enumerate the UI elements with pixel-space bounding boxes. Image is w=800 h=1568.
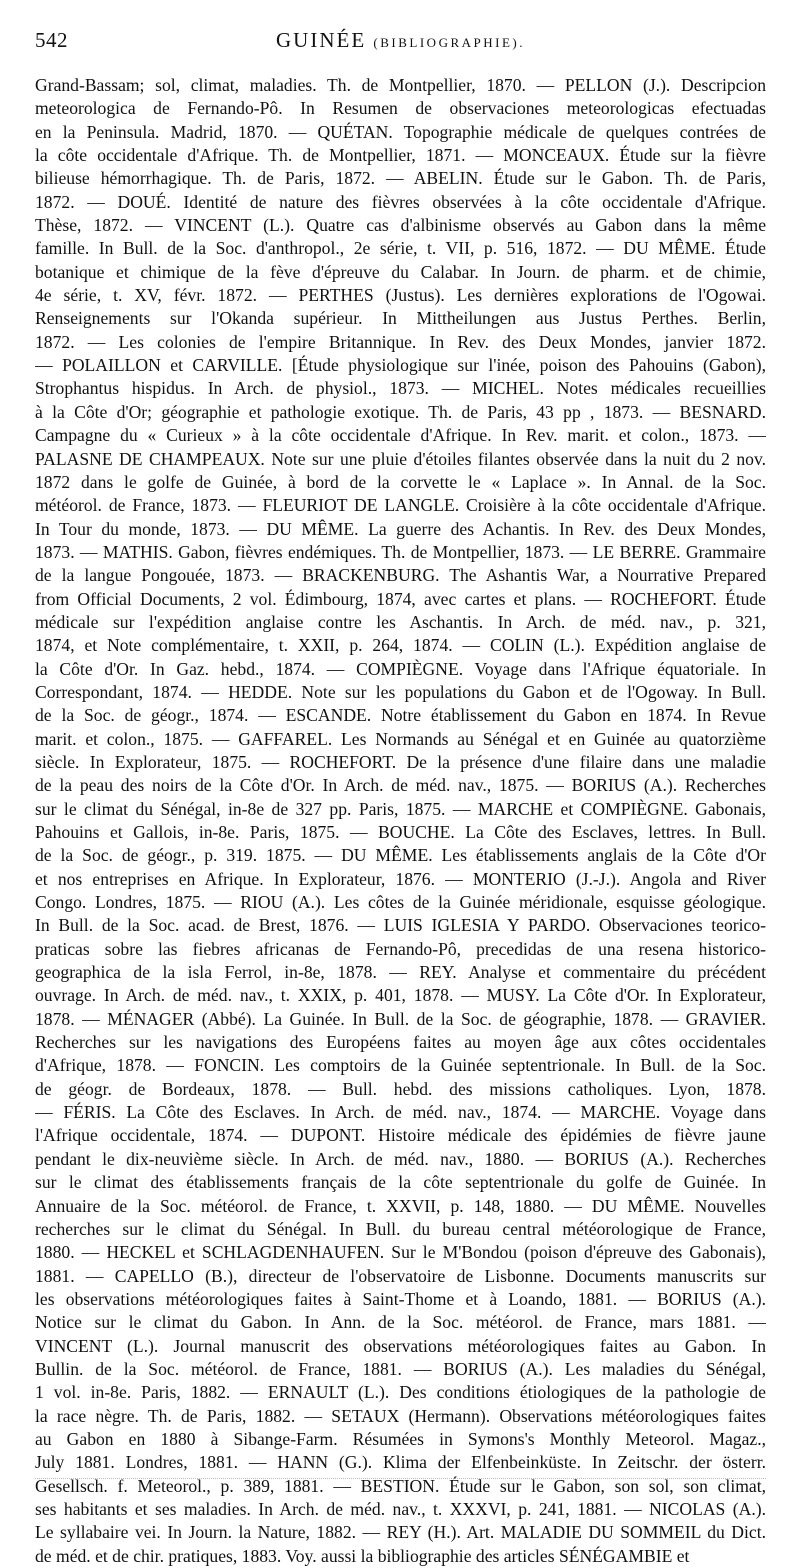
text-line: Congo. Londres, 1875. — RIOU (A.). Les côtes de la Guinée méridionale, esquisse géologique. [35,892,766,913]
text-line: Notice sur le climat du Gabon. In Ann. de la Soc. météorol. de France, mars 1881. — [35,1312,766,1333]
page-number: 542 [35,28,68,52]
text-line: Thèse, 1872. — VINCENT (L.). Quatre cas d'albinisme observés au Gabon dans la même [35,215,766,236]
text-line: Renseignements sur l'Okanda supérieur. In Mittheilungen aus Justus Perthes. Berlin, [35,308,766,329]
text-line: — FÉRIS. La Côte des Esclaves. In Arch. de méd. nav., 1874. — MARCHE. Voyage dans [35,1102,766,1123]
text-line: 1874, et Note complémentaire, t. XXII, p. 264, 1874. — COLIN (L.). Expédition anglaise de [35,635,766,656]
text-line: l'Afrique occidentale, 1874. — DUPONT. Histoire médicale des épidémies de fièvre jaune [35,1125,766,1146]
bibliography-text [35,74,766,1568]
text-line: 1872. — Les colonies de l'empire Britannique. In Rev. des Deux Mondes, janvier 1872. [35,331,766,352]
text-line: 1872. — DOUÉ. Identité de nature des fièvres observées à la côte occidentale d'Afrique. [35,191,766,212]
text-line: pendant le dix-neuvième siècle. In Arch. de méd. nav., 1880. — BORIUS (A.). Recherches [35,1148,766,1169]
text-line: de méd. et de chir. pratiques, 1883. Voy. aussi la bibliographie des articles SÉNÉGAMBIE et [35,1545,690,1566]
text-line: la côte occidentale d'Afrique. Th. de Montpellier, 1871. — MONCEAUX. Étude sur la fièvre [35,145,766,166]
text-line: Annuaire de la Soc. météorol. de France, t. XXVII, p. 148, 1880. — DU MÊME. Nouvelles [35,1195,766,1216]
text-line: VINCENT (L.). Journal manuscrit des observations météorologiques faites au Gabon. In [35,1335,766,1356]
text-line: 1873. — MATHIS. Gabon, fièvres endémiques. Th. de Montpellier, 1873. — LE BERRE. Grammaire [35,541,766,562]
text-line: In Bull. de la Soc. acad. de Brest, 1876. — LUIS IGLESIA Y PARDO. Observaciones teorico- [35,915,766,936]
text-line: sur le climat du Sénégal, in-8e de 327 pp. Paris, 1875. — MARCHE et COMPIÈGNE. Gabonais, [35,798,766,819]
text-line: famille. In Bull. de la Soc. d'anthropol., 2e série, t. VII, p. 516, 1872. — DU MÊME. Étude [35,238,766,259]
text-line: from Official Documents, 2 vol. Édimbourg, 1874, avec cartes et plans. — ROCHEFORT. Étude [35,588,766,609]
text-line: 1881. — CAPELLO (B.), directeur de l'observatoire de Lisbonne. Documents manuscrits sur [35,1265,766,1286]
text-line: ses habitants et ses maladies. In Arch. de méd. nav., t. XXXVI, p. 241, 1881. — NICOLAS (A.). [35,1498,766,1519]
text-line: sur le climat des établissements français de la côte septentrionale du golfe de Guinée. In [35,1172,766,1193]
bottom-dotted-rule [35,1478,766,1479]
text-line: en la Peninsula. Madrid, 1870. — QUÉTAN. Topographie médicale de quelques contrées de [35,121,766,142]
text-line: la Côte d'Or. In Gaz. hebd., 1874. — COMPIÈGNE. Voyage dans l'Afrique équatoriale. In [35,658,766,679]
running-title-subtitle: (BIBLIOGRAPHIE). [373,35,525,50]
text-line: Campagne du « Curieux » à la côte occidentale d'Afrique. In Rev. marit. et colon., 1873. — [35,425,766,446]
text-line: d'Afrique, 1878. — FONCIN. Les comptoirs de la Guinée septentrionale. In Bull. de la Soc. [35,1055,766,1076]
text-line: de la langue Pongouée, 1873. — BRACKENBURG. The Ashantis War, a Nourrative Prepared [35,565,766,586]
text-line: praticas sobre las fiebres africanas de Fernando-Pô, precedidas de una resena historico- [35,938,766,959]
text-line: médicale sur l'expédition anglaise contre les Aschantis. In Arch. de méd. nav., p. 321, [35,611,766,632]
text-line: — POLAILLON et CARVILLE. [Étude physiologique sur l'inée, poison des Pahouins (Gabon), [35,355,766,376]
text-line: à la Côte d'Or; géographie et pathologie exotique. Th. de Paris, 43 pp , 1873. — BESNARD. [35,401,766,422]
text-line: In Tour du monde, 1873. — DU MÊME. La guerre des Achantis. In Rev. des Deux Mondes, [35,518,766,539]
text-line: 1872 dans le golfe de Guinée, à bord de la corvette le « Laplace ». In Annal. de la Soc. [35,471,766,492]
text-line: ouvrage. In Arch. de méd. nav., t. XXIX, p. 401, 1878. — MUSY. La Côte d'Or. In Explorateur, [35,985,766,1006]
text-line: Le syllabaire vei. In Journ. la Nature, 1882. — REY (H.). Art. MALADIE DU SOMMEIL du Dict. [35,1522,766,1543]
text-line: de géogr. de Bordeaux, 1878. — Bull. hebd. des missions catholiques. Lyon, 1878. [35,1078,766,1099]
text-line: PALASNE DE CHAMPEAUX. Note sur une pluie d'étoiles filantes observée dans la nuit du 2 nov. [35,448,766,469]
text-line: de la Soc. de géogr., 1874. — ESCANDE. Notre établissement du Gabon en 1874. In Revue [35,705,766,726]
text-line: bilieuse hémorrhagique. Th. de Paris, 1872. — ABELIN. Étude sur le Gabon. Th. de Paris, [35,168,766,189]
text-line: Correspondant, 1874. — HEDDE. Note sur les populations du Gabon et de l'Ogoway. In Bull. [35,681,766,702]
text-line: la race nègre. Th. de Paris, 1882. — SETAUX (Hermann). Observations météorologiques faites [35,1405,766,1426]
text-line: geographica de la isla Ferrol, in-8e, 1878. — REY. Analyse et commentaire du précédent [35,962,766,983]
running-title-main: GUINÉE [276,28,367,52]
text-line: les observations météorologiques faites à Saint-Thome et à Loando, 1881. — BORIUS (A.). [35,1288,766,1309]
text-line: de la Soc. de géogr., p. 319. 1875. — DU MÊME. Les établissements anglais de la Côte d'Or [35,845,766,866]
text-line: Pahouins et Gallois, in-8e. Paris, 1875. — BOUCHE. La Côte des Esclaves, lettres. In Bull. [35,822,766,842]
text-line: météorol. de France, 1873. — FLEURIOT DE LANGLE. Croisière à la côte occidentale d'Afrique. [35,495,766,516]
text-line: Gesellsch. f. Meteorol., p. 389, 1881. — BESTION. Étude sur le Gabon, son sol, son climat, [35,1475,766,1496]
text-line: July 1881. Londres, 1881. — HANN (G.). Klima der Elfenbeinküste. In Zeitschr. der österr. [35,1452,766,1473]
text-line: Bullin. de la Soc. météorol. de France, 1881. — BORIUS (A.). Les maladies du Sénégal, [35,1358,766,1379]
text-line: et nos entreprises en Afrique. In Explorateur, 1876. — MONTERIO (J.-J.). Angola and River [35,868,766,889]
text-line: de la peau des noirs de la Côte d'Or. In Arch. de méd. nav., 1875. — BORIUS (A.). Recherches [35,775,766,796]
text-line: botanique et chimique de la fève d'épreuve du Calabar. In Journ. de pharm. et de chimie, [35,261,766,282]
text-line: siècle. In Explorateur, 1875. — ROCHEFORT. De la présence d'une filaire dans une maladie [35,751,766,772]
text-line: au Gabon en 1880 à Sibange-Farm. Résumées in Symons's Monthly Meteorol. Magaz., [35,1428,766,1449]
page-header [35,22,766,58]
text-line: Recherches sur les navigations des Européens faites au moyen âge aux côtes occidentales [35,1032,766,1053]
text-line: meteorologica de Fernando-Pô. In Resumen de observaciones meteorologicas efectuadas [35,98,766,119]
text-line: 1 vol. in-8e. Paris, 1882. — ERNAULT (L.). Des conditions étiologiques de la pathologie de [35,1382,766,1403]
text-line: 1878. — MÉNAGER (Abbé). La Guinée. In Bull. de la Soc. de géographie, 1878. — GRAVIER. [35,1008,766,1029]
text-line: Strophantus hispidus. In Arch. de physiol., 1873. — MICHEL. Notes médicales recueillies [35,378,766,399]
text-line: Grand-Bassam; sol, climat, maladies. Th. de Montpellier, 1870. — PELLON (J.). Descripcion [35,75,766,95]
text-line: 1880. — HECKEL et SCHLAGDENHAUFEN. Sur le M'Bondou (poison d'épreuve des Gabonais), [35,1242,766,1263]
text-line: recherches sur le climat du Sénégal. In Bull. du bureau central météorologique de France, [35,1218,766,1239]
text-line: 4e série, t. XV, févr. 1872. — PERTHES (Justus). Les dernières explorations de l'Ogowai. [35,285,766,306]
running-title [35,28,766,53]
text-line: marit. et colon., 1875. — GAFFAREL. Les Normands au Sénégal et en Guinée au quatorzième [35,728,766,749]
